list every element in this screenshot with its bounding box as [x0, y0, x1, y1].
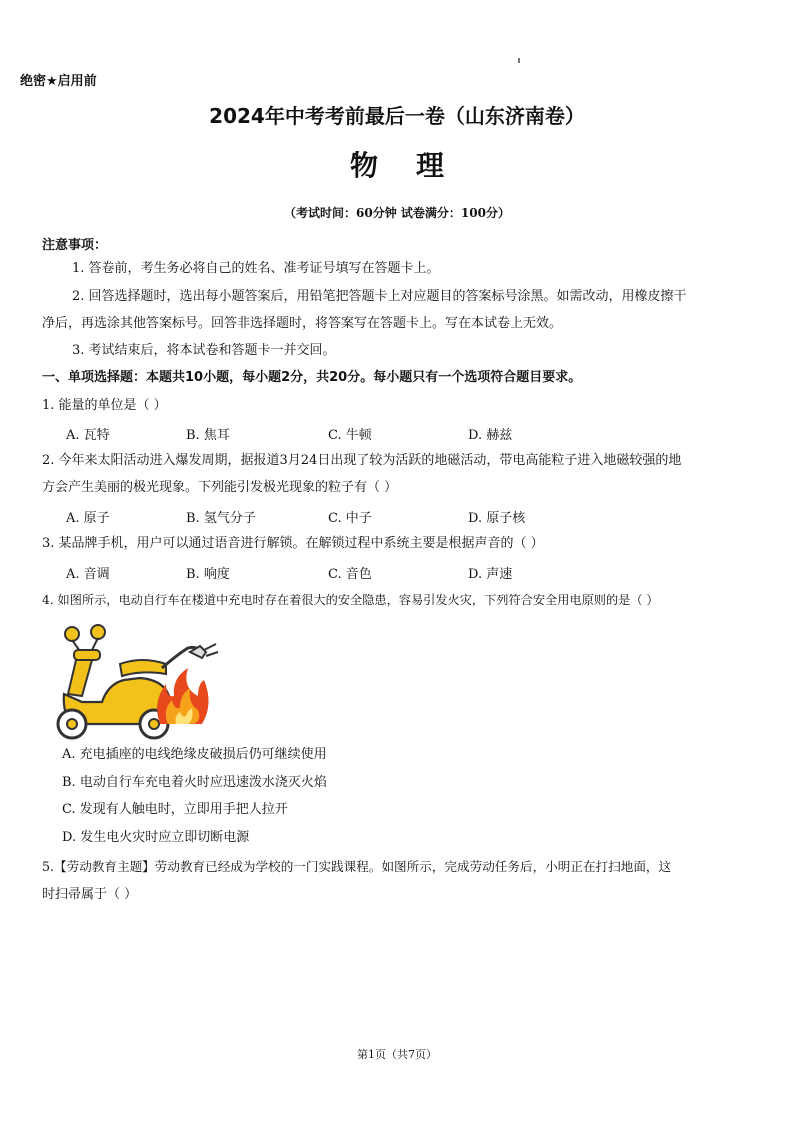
question-4-option-c: C. 发现有人触电时，立即用手把人拉开	[62, 802, 288, 817]
question-4-option-a: A. 充电插座的电线绝缘皮破损后仍可继续使用	[62, 747, 327, 762]
option-b: B. 氢气分子	[186, 511, 256, 526]
option-d: D. 原子核	[468, 511, 526, 526]
question-1-options	[66, 424, 726, 442]
question-5-stem: 5.【劳动教育主题】劳动教育已经成为学校的一门实践课程。如图所示，完成劳动任务后，小明正在打扫地面，这	[42, 859, 672, 874]
option-d: D. 赫兹	[468, 428, 513, 443]
question-3-stem: 3. 某品牌手机，用户可以通过语音进行解锁。在解锁过程中系统主要是根据声音的（ ）	[42, 536, 544, 551]
question-3-options	[66, 563, 726, 581]
page-number: 第1页（共7页）	[357, 1048, 437, 1061]
notice-heading: 注意事项：	[42, 238, 108, 253]
option-a: A. 原子	[66, 511, 110, 526]
question-4-option-b: B. 电动自行车充电着火时应迅速泼水浇灭火焰	[62, 775, 327, 790]
question-1-stem: 1. 能量的单位是（ ）	[42, 398, 167, 413]
option-b: B. 响度	[186, 567, 230, 582]
question-4-option-d: D. 发生电火灾时应立即切断电源	[62, 830, 250, 845]
question-4-stem: 4. 如图所示，电动自行车在楼道中充电时存在着很大的安全隐患，容易引发火灾，下列符合安全用电原则的是（ ）	[42, 593, 659, 607]
question-2-options	[66, 507, 726, 525]
option-c: C. 中子	[328, 511, 372, 526]
notice-item-2: 2. 回答选择题时，选出每小题答案后，用铅笔把答题卡上对应题目的答案标号涂黑。如需改动，用橡皮擦干	[72, 289, 687, 304]
question-5-stem-cont: 时扫帚属于（ ）	[42, 887, 138, 902]
notice-item-3: 3. 考试结束后，将本试卷和答题卡一并交回。	[72, 343, 336, 358]
question-2-stem-cont: 方会产生美丽的极光现象。下列能引发极光现象的粒子有（ ）	[42, 480, 398, 495]
option-c: C. 音色	[328, 567, 372, 582]
question-2-stem: 2. 今年来太阳活动进入爆发周期，据报道3月24日出现了较为活跃的地磁活动，带电高能粒子进入地磁较强的地	[42, 453, 682, 468]
option-a: A. 音调	[66, 567, 110, 582]
option-c: C. 牛顿	[328, 428, 372, 443]
scan-mark	[518, 58, 520, 63]
exam-info: （考试时间：60分钟 试卷满分：100分）	[284, 206, 510, 220]
scooter-fire-illustration	[42, 624, 222, 742]
exam-title: 2024年中考考前最后一卷（山东济南卷）	[209, 104, 585, 128]
notice-item-1: 1. 答卷前，考生务必将自己的姓名、准考证号填写在答题卡上。	[72, 261, 440, 276]
notice-item-2-cont: 净后，再选涂其他答案标号。回答非选择题时，将答案写在答题卡上。写在本试卷上无效。	[42, 316, 563, 331]
secret-label: 绝密★启用前	[20, 74, 97, 89]
option-b: B. 焦耳	[186, 428, 230, 443]
section-heading: 一、单项选择题：本题共10小题，每小题2分，共20分。每小题只有一个选项符合题目要求。	[42, 370, 582, 385]
option-d: D. 声速	[468, 567, 513, 582]
subject-title: 物理	[349, 149, 482, 182]
option-a: A. 瓦特	[66, 428, 110, 443]
